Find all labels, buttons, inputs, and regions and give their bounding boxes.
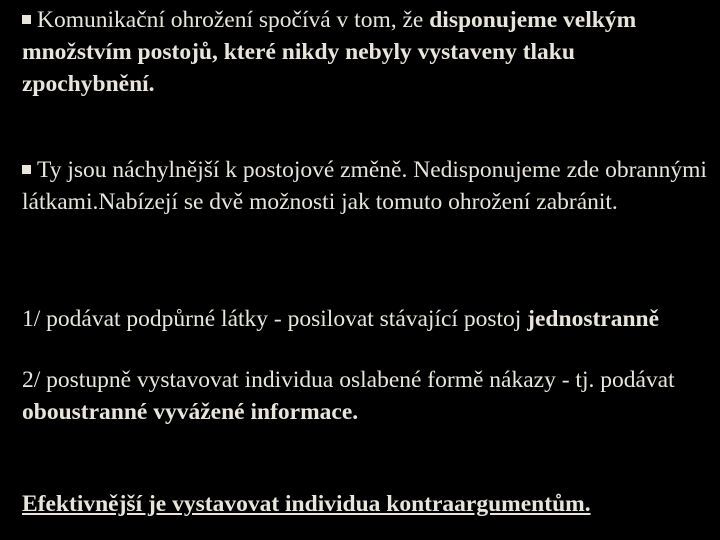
paragraph-5 — [22, 488, 712, 520]
paragraph-3-text: 1/ podávat podpůrné látky - posilovat stávající postoj — [22, 306, 528, 332]
paragraph-4-text: 2/ postupně vystavovat individua oslabené formě nákazy - tj. podávat — [22, 367, 675, 393]
paragraph-3-bold-text: jednostranně — [527, 306, 660, 332]
conclusion-text: Efektivnější je vystavovat individua kontraargumentům. — [22, 491, 591, 517]
paragraph-1 — [22, 4, 712, 100]
paragraph-2 — [22, 154, 712, 218]
paragraph-4-bold-text: oboustranné vyvážené informace. — [22, 399, 359, 425]
paragraph-2-text: Ty jsou náchylnější k postojové změně. Nedisponujeme zde obrannými látkami.Nabízejí se dvě možnosti jak tomuto ohrožení zabránit. — [22, 157, 707, 215]
paragraph-4 — [22, 364, 712, 428]
bullet-square-icon — [22, 165, 31, 174]
bullet-square-icon — [22, 15, 31, 24]
paragraph-1-bold-text: disponujeme velkým množstvím postojů, které nikdy nebyly vystaveny tlaku zpochybnění. — [22, 7, 637, 97]
paragraph-1-text: Komunikační ohrožení spočívá v tom, že — [37, 7, 430, 33]
paragraph-3 — [22, 303, 712, 335]
